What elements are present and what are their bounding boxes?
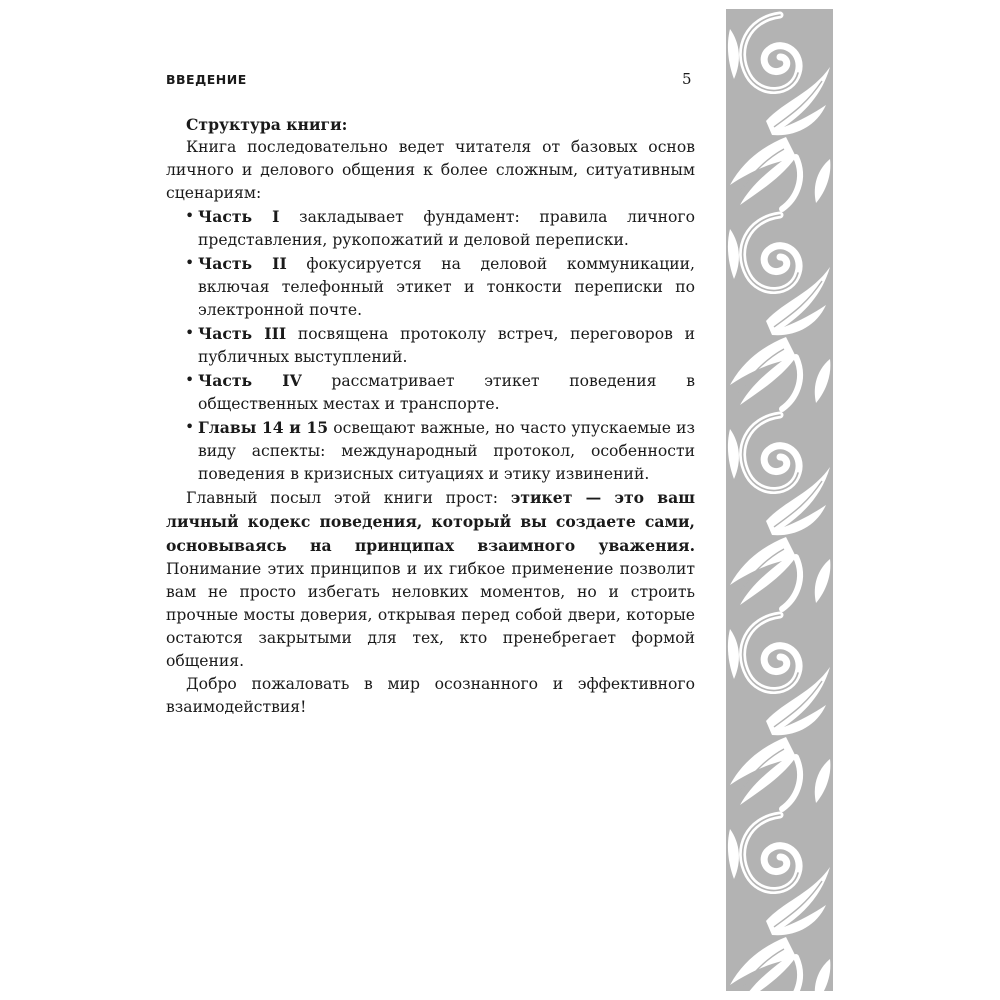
list-item-title: Часть II	[198, 254, 287, 273]
list-item-title: Часть I	[198, 207, 280, 226]
message-tail: Понимание этих принципов и их гибкое применение позволит вам не просто избегать неловких моментов, но и строить прочные мосты доверия, открывая перед собой двери, которые остаются закрытыми для тех, кто пренебрегает формой общения.	[166, 560, 695, 670]
section-heading: Структура книги:	[186, 115, 348, 134]
running-head: ВВЕДЕНИЕ	[166, 72, 247, 87]
list-item-title: Часть III	[198, 324, 287, 343]
message-emphasis: этикет — это ваш личный кодекс поведения, который вы создаете сами, основываясь на принципах взаимного уважения.	[166, 488, 695, 555]
list-item	[166, 369, 695, 416]
list-item-text: фокусируется на деловой коммуникации, включая телефонный этикет и тонкости переписки по электронной почте.	[198, 255, 695, 319]
list-item	[166, 252, 695, 322]
list-item	[166, 416, 695, 486]
list-item-text: посвящена протоколу встреч, переговоров и публичных выступлений.	[198, 325, 695, 366]
message-lead: Главный посыл этой книги прост:	[186, 489, 511, 507]
list-item-title: Часть IV	[198, 371, 302, 390]
list-item	[166, 322, 695, 369]
baroque-scroll-ornament-icon	[726, 9, 833, 991]
body-text	[166, 113, 695, 719]
intro-paragraph: Книга последовательно ведет читателя от базовых основ личного и делового общения к более сложным, ситуативным сценариям:	[166, 138, 695, 202]
parts-list	[166, 205, 695, 486]
closing-paragraph: Добро пожаловать в мир осознанного и эффективного взаимодействия!	[166, 675, 695, 716]
main-message-paragraph	[166, 486, 695, 673]
list-item	[166, 205, 695, 252]
list-item-text: рассматривает этикет поведения в общественных местах и транспорте.	[198, 372, 696, 413]
ornament-band	[726, 9, 833, 991]
page-number: 5	[682, 70, 692, 88]
list-item-title: Главы 14 и 15	[198, 418, 329, 437]
list-item-text: освещают важные, но часто упускаемые из виду аспекты: международный протокол, особенности поведения в кризисных ситуациях и этику извинений.	[198, 419, 695, 483]
list-item-text: закладывает фундамент: правила личного представления, рукопожатий и деловой переписки.	[198, 208, 695, 249]
